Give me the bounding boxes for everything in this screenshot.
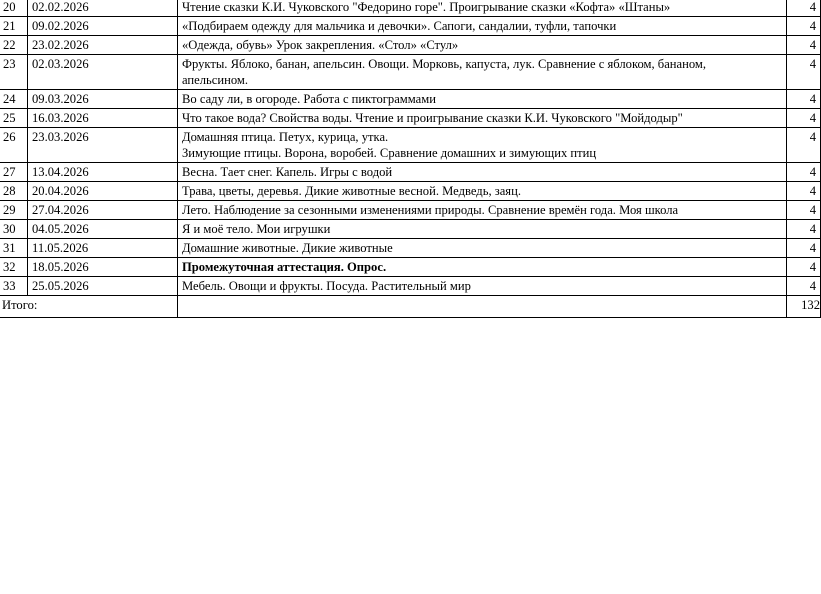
table-row	[0, 277, 821, 296]
table-row	[0, 163, 821, 182]
lesson-number: 20	[0, 0, 28, 17]
lesson-topic	[178, 109, 787, 128]
table-row	[0, 0, 821, 17]
table-row	[0, 128, 821, 163]
table-row	[0, 109, 821, 128]
lesson-date: 02.02.2026	[28, 0, 178, 17]
lesson-topic	[178, 90, 787, 109]
schedule-body	[0, 0, 821, 296]
lesson-topic	[178, 239, 787, 258]
lesson-number: 30	[0, 220, 28, 239]
lesson-topic-line: Промежуточная аттестация. Опрос.	[182, 260, 387, 274]
lesson-hours: 4	[787, 0, 821, 17]
lesson-topic-line: Фрукты. Яблоко, банан, апельсин. Овощи. Морковь, капуста, лук. Сравнение с яблоком, бананом,	[182, 57, 707, 71]
lesson-date: 25.05.2026	[28, 277, 178, 296]
lesson-topic-line: Домашние животные. Дикие животные	[182, 241, 393, 255]
lesson-topic-line: Чтение сказки К.И. Чуковского "Федорино горе". Проигрывание сказки «Кофта» «Штаны»	[182, 0, 671, 14]
lesson-topic-line: Зимующие птицы. Ворона, воробей. Сравнение домашних и зимующих птиц	[182, 146, 597, 160]
lesson-number: 24	[0, 90, 28, 109]
lesson-hours: 4	[787, 201, 821, 220]
lesson-date: 16.03.2026	[28, 109, 178, 128]
lesson-topic	[178, 55, 787, 90]
table-row	[0, 220, 821, 239]
lesson-number: 27	[0, 163, 28, 182]
lesson-topic-line: Во саду ли, в огороде. Работа с пиктограммами	[182, 92, 436, 106]
lesson-date: 11.05.2026	[28, 239, 178, 258]
lesson-hours: 4	[787, 220, 821, 239]
lesson-topic-line: Я и моё тело. Мои игрушки	[182, 222, 331, 236]
lesson-number: 31	[0, 239, 28, 258]
lesson-hours: 4	[787, 163, 821, 182]
lesson-topic	[178, 258, 787, 277]
lesson-date: 09.03.2026	[28, 90, 178, 109]
lesson-hours: 4	[787, 182, 821, 201]
lesson-topic-line: Трава, цветы, деревья. Дикие животные весной. Медведь, заяц.	[182, 184, 521, 198]
lesson-number: 29	[0, 201, 28, 220]
lesson-date: 23.03.2026	[28, 128, 178, 163]
total-label: Итого:	[0, 296, 178, 318]
lesson-date: 27.04.2026	[28, 201, 178, 220]
lesson-topic-line: Весна. Тает снег. Капель. Игры с водой	[182, 165, 393, 179]
table-row	[0, 201, 821, 220]
lesson-topic-line: «Подбираем одежду для мальчика и девочки». Сапоги, сандалии, туфли, тапочки	[182, 19, 617, 33]
table-row	[0, 239, 821, 258]
table-row	[0, 36, 821, 55]
table-row	[0, 258, 821, 277]
table-row	[0, 182, 821, 201]
lesson-hours: 4	[787, 109, 821, 128]
lesson-hours: 4	[787, 239, 821, 258]
lesson-number: 22	[0, 36, 28, 55]
lesson-topic	[178, 201, 787, 220]
lesson-number: 25	[0, 109, 28, 128]
lesson-topic	[178, 0, 787, 17]
lesson-hours: 4	[787, 277, 821, 296]
total-row	[0, 296, 821, 318]
lesson-topic	[178, 220, 787, 239]
lesson-topic-line: Лето. Наблюдение за сезонными изменениями природы. Сравнение времён года. Моя школа	[182, 203, 679, 217]
lesson-topic	[178, 277, 787, 296]
lesson-number: 33	[0, 277, 28, 296]
lesson-date: 18.05.2026	[28, 258, 178, 277]
lesson-hours: 4	[787, 128, 821, 163]
table-row	[0, 17, 821, 36]
lesson-number: 26	[0, 128, 28, 163]
lesson-date: 09.02.2026	[28, 17, 178, 36]
table-row	[0, 90, 821, 109]
lesson-number: 23	[0, 55, 28, 90]
total-hours: 132	[787, 296, 821, 318]
lesson-topic-line: апельсином.	[182, 73, 249, 87]
lesson-number: 21	[0, 17, 28, 36]
lesson-hours: 4	[787, 258, 821, 277]
lesson-date: 20.04.2026	[28, 182, 178, 201]
lesson-topic	[178, 128, 787, 163]
lesson-hours: 4	[787, 17, 821, 36]
lesson-hours: 4	[787, 36, 821, 55]
lesson-date: 02.03.2026	[28, 55, 178, 90]
lesson-date: 04.05.2026	[28, 220, 178, 239]
lesson-topic-line: Мебель. Овощи и фрукты. Посуда. Растительный мир	[182, 279, 471, 293]
lesson-date: 23.02.2026	[28, 36, 178, 55]
lesson-topic-line: Что такое вода? Свойства воды. Чтение и проигрывание сказки К.И. Чуковского "Мойдодыр"	[182, 111, 683, 125]
lesson-topic	[178, 17, 787, 36]
lesson-topic	[178, 36, 787, 55]
table-row	[0, 55, 821, 90]
lesson-date: 13.04.2026	[28, 163, 178, 182]
lesson-hours: 4	[787, 90, 821, 109]
lesson-topic	[178, 182, 787, 201]
total-empty-cell	[178, 296, 787, 318]
lesson-topic	[178, 163, 787, 182]
lesson-hours: 4	[787, 55, 821, 90]
lesson-number: 28	[0, 182, 28, 201]
lesson-topic-line: Домашняя птица. Петух, курица, утка.	[182, 130, 389, 144]
lesson-topic-line: «Одежда, обувь» Урок закрепления. «Стол» «Стул»	[182, 38, 459, 52]
lesson-number: 32	[0, 258, 28, 277]
